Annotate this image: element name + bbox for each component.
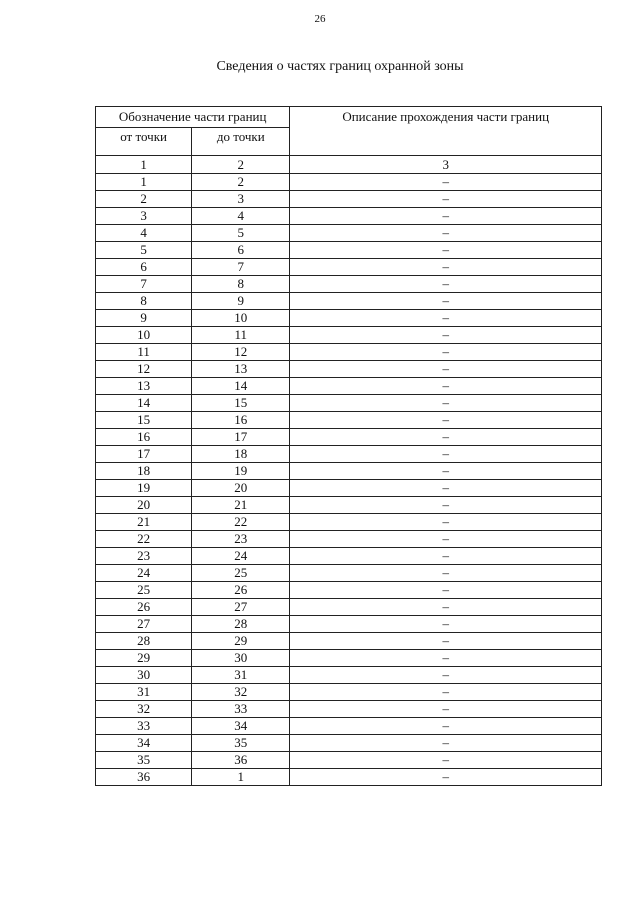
to-point-cell: 9 — [192, 293, 290, 310]
from-point-cell: 7 — [96, 276, 192, 293]
to-point-cell: 31 — [192, 667, 290, 684]
description-cell: – — [290, 752, 602, 769]
table-row — [96, 174, 602, 191]
description-cell: – — [290, 310, 602, 327]
table-row — [96, 582, 602, 599]
to-point-cell: 28 — [192, 616, 290, 633]
table-row — [96, 344, 602, 361]
to-point-cell: 21 — [192, 497, 290, 514]
from-point-cell: 4 — [96, 225, 192, 242]
table-body — [96, 156, 602, 786]
to-point-cell: 25 — [192, 565, 290, 582]
description-cell: – — [290, 735, 602, 752]
from-point-cell: 23 — [96, 548, 192, 565]
page-number: 26 — [314, 13, 326, 25]
table-row — [96, 225, 602, 242]
description-cell: – — [290, 378, 602, 395]
to-point-cell: 5 — [192, 225, 290, 242]
description-cell: – — [290, 769, 602, 786]
from-point-cell: 27 — [96, 616, 192, 633]
from-point-cell: 36 — [96, 769, 192, 786]
to-point-cell: 33 — [192, 701, 290, 718]
table-row — [96, 395, 602, 412]
description-cell: – — [290, 548, 602, 565]
table-row — [96, 310, 602, 327]
from-point-cell: 2 — [96, 191, 192, 208]
table-row — [96, 752, 602, 769]
table-row — [96, 446, 602, 463]
description-cell: – — [290, 480, 602, 497]
description-cell: – — [290, 361, 602, 378]
to-point-cell: 26 — [192, 582, 290, 599]
column-number-row — [96, 156, 602, 174]
description-cell: – — [290, 684, 602, 701]
description-cell: – — [290, 701, 602, 718]
table-row — [96, 429, 602, 446]
table-header — [96, 107, 602, 156]
to-point-cell: 19 — [192, 463, 290, 480]
to-point-cell: 12 — [192, 344, 290, 361]
column-number: 1 — [96, 156, 192, 174]
from-point-cell: 1 — [96, 174, 192, 191]
to-point-cell: 1 — [192, 769, 290, 786]
to-point-cell: 24 — [192, 548, 290, 565]
table-row — [96, 497, 602, 514]
to-point-cell: 11 — [192, 327, 290, 344]
to-point-cell: 35 — [192, 735, 290, 752]
to-point-cell: 6 — [192, 242, 290, 259]
to-point-cell: 3 — [192, 191, 290, 208]
description-cell: – — [290, 191, 602, 208]
description-cell: – — [290, 463, 602, 480]
description-cell: – — [290, 395, 602, 412]
description-cell: – — [290, 293, 602, 310]
from-point-cell: 30 — [96, 667, 192, 684]
to-point-cell: 23 — [192, 531, 290, 548]
description-cell: – — [290, 208, 602, 225]
from-point-cell: 9 — [96, 310, 192, 327]
from-point-cell: 32 — [96, 701, 192, 718]
table-row — [96, 633, 602, 650]
to-point-cell: 8 — [192, 276, 290, 293]
description-cell: – — [290, 344, 602, 361]
table-row — [96, 616, 602, 633]
from-point-cell: 15 — [96, 412, 192, 429]
from-point-cell: 8 — [96, 293, 192, 310]
to-point-cell: 27 — [192, 599, 290, 616]
description-cell: – — [290, 718, 602, 735]
to-point-cell: 4 — [192, 208, 290, 225]
to-point-cell: 20 — [192, 480, 290, 497]
to-point-cell: 13 — [192, 361, 290, 378]
description-cell: – — [290, 174, 602, 191]
table-row — [96, 361, 602, 378]
table-row — [96, 667, 602, 684]
from-point-cell: 33 — [96, 718, 192, 735]
description-cell: – — [290, 276, 602, 293]
description-cell: – — [290, 582, 602, 599]
description-cell: – — [290, 446, 602, 463]
to-point-cell: 10 — [192, 310, 290, 327]
from-point-cell: 5 — [96, 242, 192, 259]
from-point-cell: 6 — [96, 259, 192, 276]
page-title: Сведения о частях границ охранной зоны — [216, 59, 464, 74]
table-row — [96, 514, 602, 531]
from-point-cell: 18 — [96, 463, 192, 480]
table-row — [96, 565, 602, 582]
from-point-cell: 35 — [96, 752, 192, 769]
column-number: 3 — [290, 156, 602, 174]
description-cell: – — [290, 650, 602, 667]
from-point-cell: 28 — [96, 633, 192, 650]
boundary-part-designation-header: Обозначение части границ — [96, 107, 290, 128]
table-row — [96, 684, 602, 701]
from-point-cell: 31 — [96, 684, 192, 701]
to-point-cell: 18 — [192, 446, 290, 463]
table-row — [96, 599, 602, 616]
from-point-cell: 24 — [96, 565, 192, 582]
from-point-cell: 19 — [96, 480, 192, 497]
table-row — [96, 701, 602, 718]
table-row — [96, 480, 602, 497]
table-row — [96, 548, 602, 565]
table-row — [96, 276, 602, 293]
description-cell: – — [290, 514, 602, 531]
from-point-cell: 16 — [96, 429, 192, 446]
to-point-cell: 7 — [192, 259, 290, 276]
description-cell: – — [290, 616, 602, 633]
description-cell: – — [290, 599, 602, 616]
description-cell: – — [290, 259, 602, 276]
to-point-cell: 16 — [192, 412, 290, 429]
from-point-cell: 34 — [96, 735, 192, 752]
table-row — [96, 769, 602, 786]
table-row — [96, 531, 602, 548]
table-row — [96, 191, 602, 208]
description-cell: – — [290, 531, 602, 548]
table-row — [96, 208, 602, 225]
from-point-cell: 22 — [96, 531, 192, 548]
from-point-cell: 26 — [96, 599, 192, 616]
from-point-cell: 13 — [96, 378, 192, 395]
from-point-cell: 14 — [96, 395, 192, 412]
description-cell: – — [290, 633, 602, 650]
description-cell: – — [290, 225, 602, 242]
from-point-cell: 20 — [96, 497, 192, 514]
table-row — [96, 242, 602, 259]
from-point-cell: 17 — [96, 446, 192, 463]
description-cell: – — [290, 565, 602, 582]
from-point-cell: 29 — [96, 650, 192, 667]
table-row — [96, 735, 602, 752]
from-point-cell: 11 — [96, 344, 192, 361]
table-row — [96, 650, 602, 667]
to-point-cell: 17 — [192, 429, 290, 446]
table-row — [96, 463, 602, 480]
to-point-cell: 14 — [192, 378, 290, 395]
to-point-cell: 29 — [192, 633, 290, 650]
description-cell: – — [290, 327, 602, 344]
to-point-cell: 2 — [192, 174, 290, 191]
table-row — [96, 327, 602, 344]
table-row — [96, 259, 602, 276]
from-point-cell: 12 — [96, 361, 192, 378]
description-cell: – — [290, 667, 602, 684]
to-point-cell: 34 — [192, 718, 290, 735]
from-point-cell: 25 — [96, 582, 192, 599]
description-cell: – — [290, 497, 602, 514]
boundary-parts-table — [95, 106, 602, 786]
from-point-cell: 3 — [96, 208, 192, 225]
from-point-cell: 21 — [96, 514, 192, 531]
description-cell: – — [290, 429, 602, 446]
to-point-cell: 30 — [192, 650, 290, 667]
to-point-cell: 36 — [192, 752, 290, 769]
from-point-header: от точки — [96, 128, 192, 156]
from-point-cell: 10 — [96, 327, 192, 344]
table-row — [96, 718, 602, 735]
table-row — [96, 293, 602, 310]
to-point-header: до точки — [192, 128, 290, 156]
column-number: 2 — [192, 156, 290, 174]
table-row — [96, 412, 602, 429]
description-cell: – — [290, 412, 602, 429]
to-point-cell: 32 — [192, 684, 290, 701]
description-cell: – — [290, 242, 602, 259]
to-point-cell: 22 — [192, 514, 290, 531]
table-row — [96, 378, 602, 395]
to-point-cell: 15 — [192, 395, 290, 412]
boundary-description-header: Описание прохождения части границ — [290, 107, 602, 156]
